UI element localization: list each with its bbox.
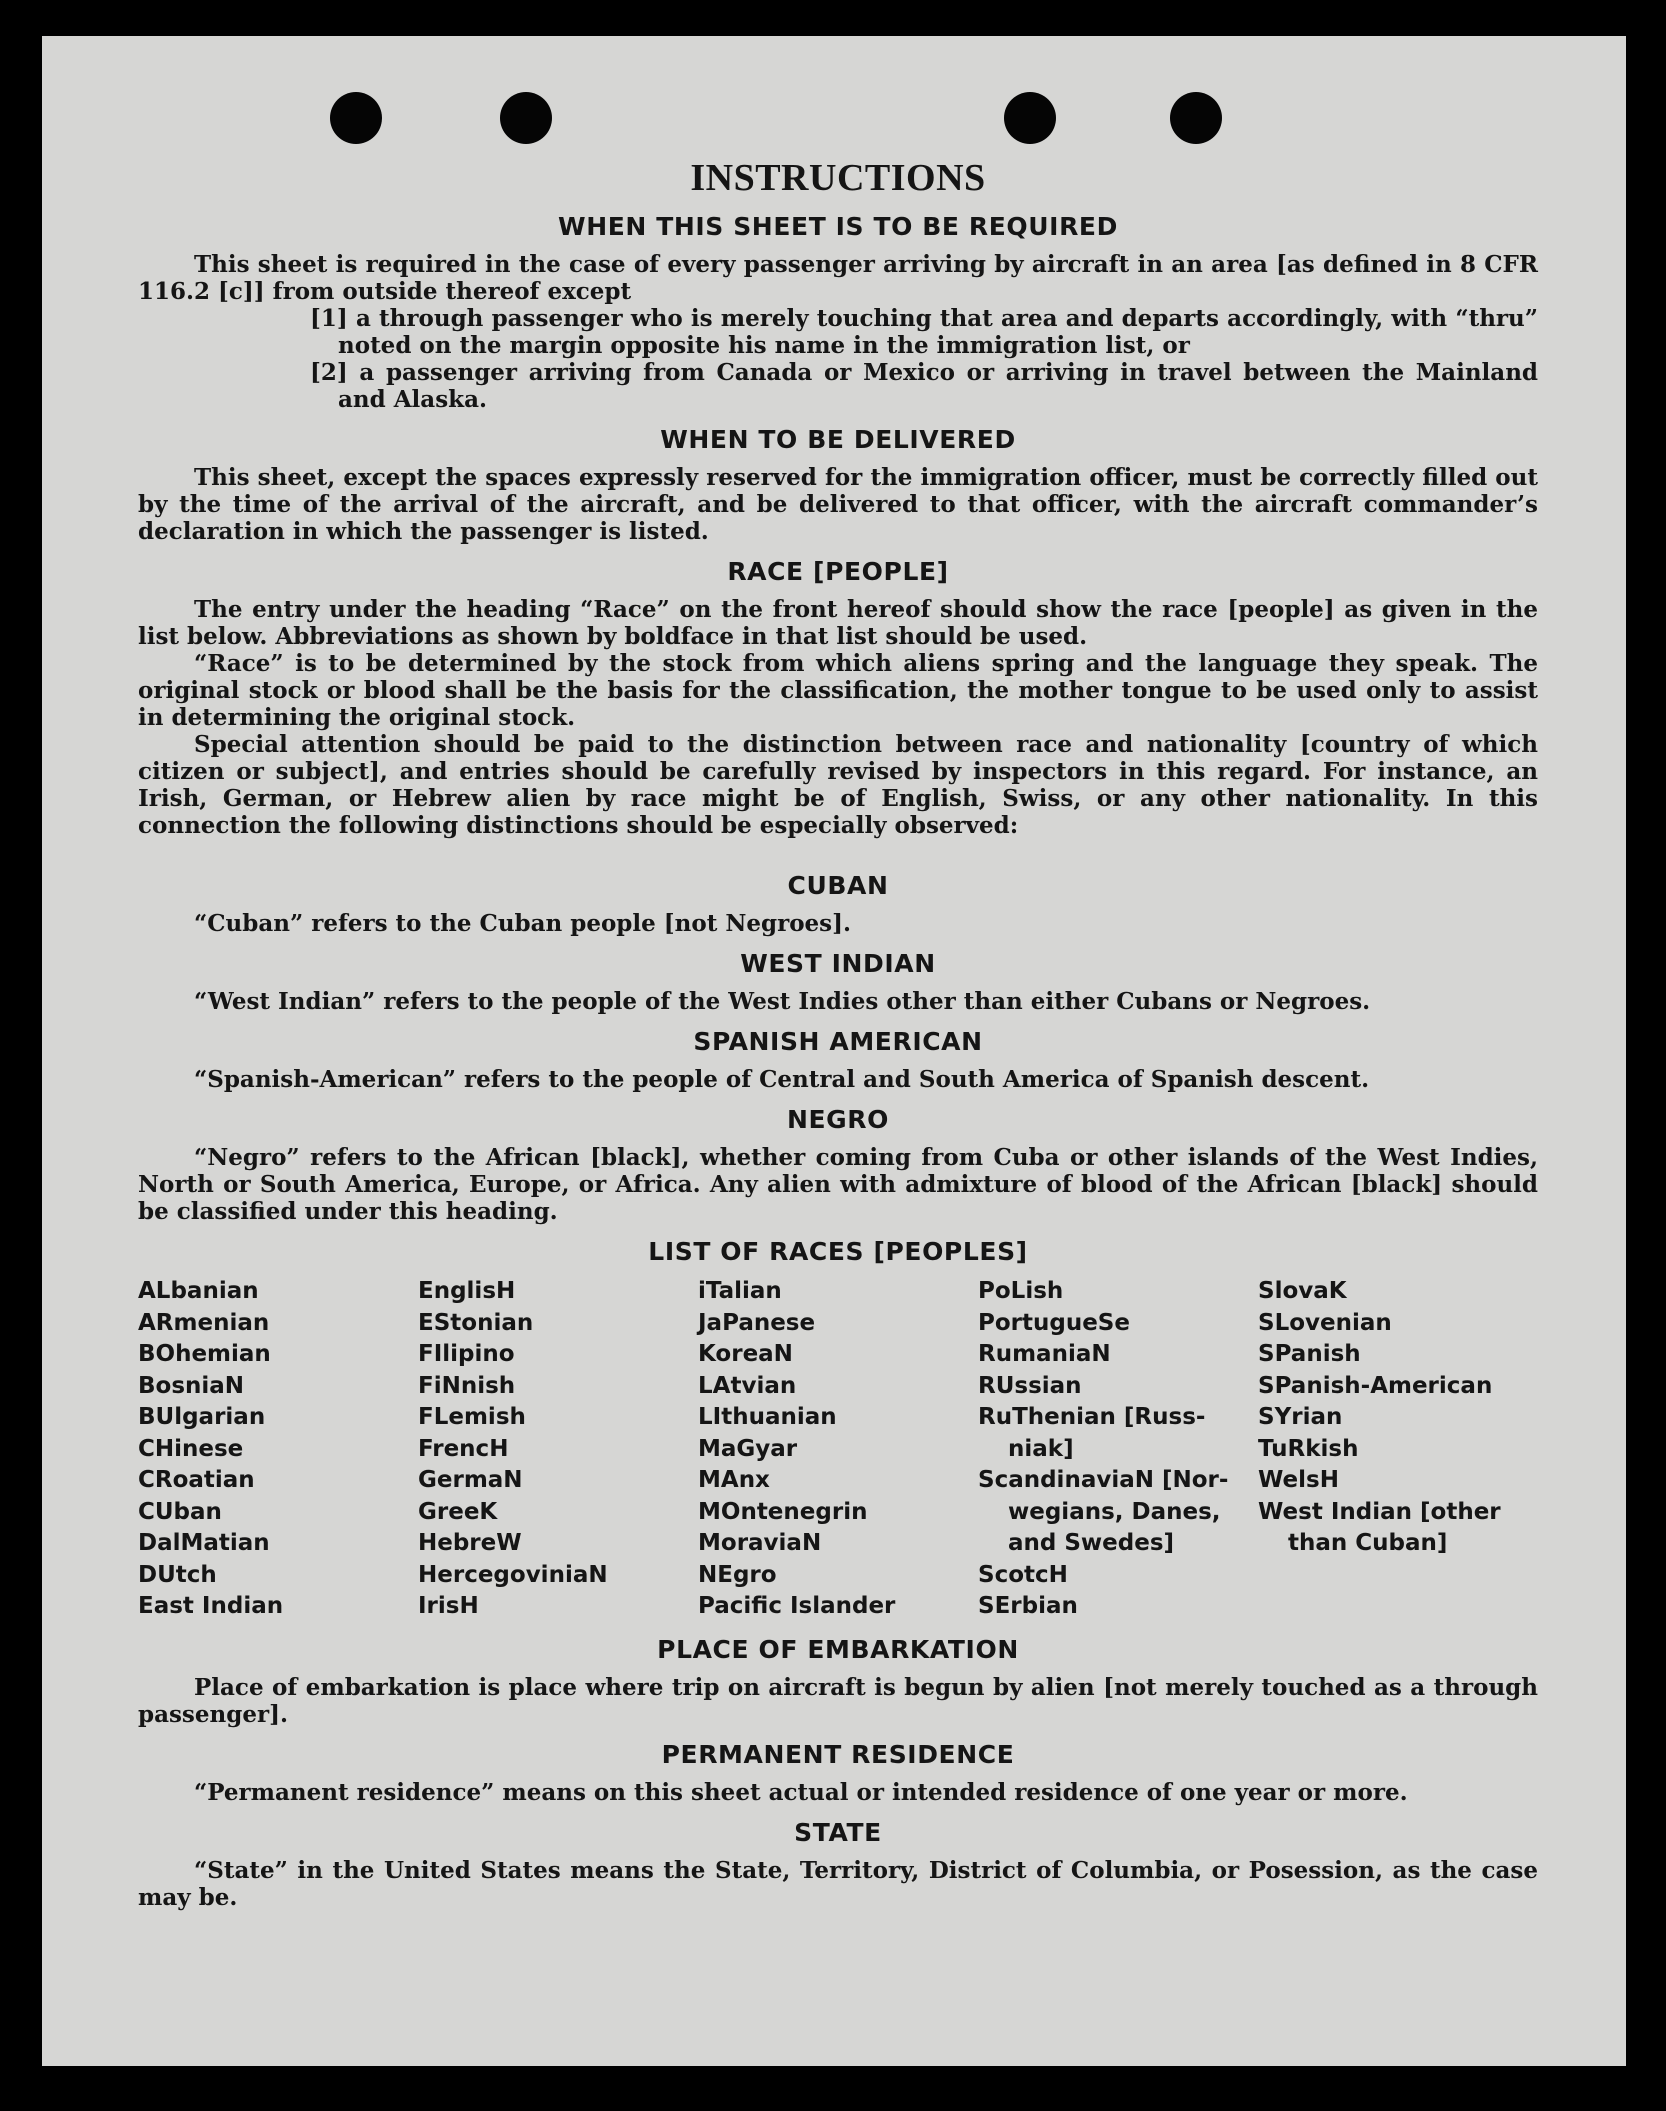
punch-hole bbox=[1170, 92, 1222, 144]
punch-hole bbox=[330, 92, 382, 144]
heading-when-required: WHEN THIS SHEET IS TO BE REQUIRED bbox=[558, 212, 1118, 241]
race-entry: IrisH bbox=[418, 1593, 479, 1619]
race-entry: NEgro bbox=[698, 1561, 777, 1588]
race-column bbox=[138, 1276, 418, 1623]
race-entry: MAnx bbox=[698, 1467, 770, 1493]
race-entry: ScotcH bbox=[978, 1561, 1068, 1588]
permanent-residence-text: “Permanent residence” means on this sheet actual or intended residence of one year or more. bbox=[194, 1778, 1408, 1806]
punch-hole bbox=[1004, 92, 1056, 144]
race-entry: DUtch bbox=[138, 1561, 217, 1588]
race-paragraph-2: “Race” is to be determined by the stock from which aliens spring and the language they speak. The original stock or blood shall be the basis for the classification, the mother tongue to be used only to assist in determining the original stock. bbox=[138, 650, 1538, 731]
when-required-item-1: [1] a through passenger who is merely touching that area and departs accordingly, with “thru” noted on the margin opposite his name in the immigration list, or bbox=[310, 305, 1538, 359]
race-entry: iTalian bbox=[698, 1278, 782, 1304]
negro-text: “Negro” refers to the African [black], whether coming from Cuba or other islands of the West Indies, North or South America, Europe, or Africa. Any alien with admixture of blood of the African [black] should be classified under this heading. bbox=[138, 1144, 1538, 1225]
race-entry: RuThenian [Russ- bbox=[978, 1404, 1206, 1430]
race-entry: Pacific Islander bbox=[698, 1593, 896, 1619]
race-entry: EStonian bbox=[418, 1309, 534, 1336]
heading-when-delivered: WHEN TO BE DELIVERED bbox=[660, 425, 1016, 454]
race-entry: SlovaK bbox=[1258, 1278, 1347, 1304]
heading-embarkation: PLACE OF EMBARKATION bbox=[657, 1634, 1019, 1664]
race-paragraph-1: The entry under the heading “Race” on the front hereof should show the race [people] as given in the list below. Abbreviations as shown by boldface in that list should be used. bbox=[138, 596, 1538, 650]
race-entry: SLovenian bbox=[1258, 1309, 1392, 1336]
race-column bbox=[1258, 1276, 1538, 1623]
race-paragraph-3: Special attention should be paid to the distinction between race and nationality [country of which citizen or subject], and entries should be carefully revised by inspectors in this regard. For instance, an Irish, German, or Hebrew alien by race might be of English, Swiss, or any other nationality. In this connection the following distinctions should be especially observed: bbox=[138, 731, 1538, 839]
race-entry: CUban bbox=[138, 1498, 222, 1525]
race-entry: BosniaN bbox=[138, 1372, 245, 1399]
page-title: INSTRUCTIONS bbox=[690, 157, 986, 199]
when-required-item-2: [2] a passenger arriving from Canada or Mexico or arriving in travel between the Mainland and Alaska. bbox=[310, 359, 1538, 413]
west-indian-text: “West Indian” refers to the people of the West Indies other than either Cubans or Negroes. bbox=[194, 988, 1371, 1015]
race-entry: ScandinaviaN [Nor- bbox=[978, 1467, 1229, 1493]
race-entry-continuation: wegians, Danes, bbox=[1008, 1498, 1221, 1525]
instructions-content bbox=[138, 156, 1538, 1911]
race-entry: ALbanian bbox=[138, 1278, 259, 1304]
race-entry: CHinese bbox=[138, 1435, 244, 1462]
punch-hole bbox=[500, 92, 552, 144]
race-entry: HercegoviniaN bbox=[418, 1561, 608, 1588]
race-entry: West Indian [other bbox=[1258, 1498, 1501, 1525]
race-entry: MaGyar bbox=[698, 1435, 798, 1462]
race-entry: FLemish bbox=[418, 1404, 526, 1430]
race-entry: RUssian bbox=[978, 1372, 1082, 1399]
race-entry: FrencH bbox=[418, 1435, 509, 1462]
race-column bbox=[698, 1276, 978, 1623]
race-entry: ARmenian bbox=[138, 1309, 270, 1336]
race-entry: FIlipino bbox=[418, 1341, 515, 1367]
race-column bbox=[418, 1276, 698, 1623]
race-entry: PoLish bbox=[978, 1278, 1064, 1304]
heading-race: RACE [PEOPLE] bbox=[727, 557, 949, 586]
race-entry-continuation: than Cuban] bbox=[1288, 1530, 1448, 1556]
race-entry-continuation: niak] bbox=[1008, 1435, 1074, 1462]
heading-negro: NEGRO bbox=[786, 1105, 890, 1134]
race-entry: BOhemian bbox=[138, 1341, 271, 1367]
race-entry: MOntenegrin bbox=[698, 1498, 868, 1525]
race-entry: East Indian bbox=[138, 1593, 284, 1619]
race-entry: GreeK bbox=[418, 1498, 498, 1525]
race-entry: SPanish bbox=[1258, 1341, 1361, 1367]
race-entry: KoreaN bbox=[698, 1341, 793, 1367]
race-entry: TuRkish bbox=[1258, 1435, 1359, 1462]
heading-west-indian: WEST INDIAN bbox=[740, 949, 936, 978]
race-entry: DalMatian bbox=[138, 1530, 270, 1556]
race-column bbox=[978, 1276, 1258, 1623]
race-entry: LAtvian bbox=[698, 1372, 797, 1399]
race-entry: RumaniaN bbox=[978, 1341, 1111, 1367]
race-list bbox=[138, 1276, 1538, 1623]
when-required-intro: This sheet is required in the case of every passenger arriving by aircraft in an area [as defined in 8 CFR 116.2 [c]] from outside thereof except bbox=[138, 251, 1538, 305]
when-delivered-text: This sheet, except the spaces expressly reserved for the immigration officer, must be correctly filled out by the time of the arrival of the aircraft, and be delivered to that officer, with the aircraft commander’s declaration in which the passenger is listed. bbox=[138, 464, 1538, 545]
race-entry: SYrian bbox=[1258, 1404, 1343, 1430]
race-entry: EnglisH bbox=[418, 1278, 516, 1304]
race-entry: HebreW bbox=[418, 1530, 522, 1556]
heading-state: STATE bbox=[794, 1817, 882, 1847]
race-entry: BUlgarian bbox=[138, 1404, 266, 1430]
race-entry: CRoatian bbox=[138, 1467, 255, 1493]
cuban-text: “Cuban” refers to the Cuban people [not Negroes]. bbox=[194, 910, 852, 937]
race-entry: PortugueSe bbox=[978, 1309, 1130, 1336]
heading-spanish-american: SPANISH AMERICAN bbox=[693, 1027, 983, 1056]
race-entry: FiNnish bbox=[418, 1372, 516, 1399]
spanish-american-text: “Spanish-American” refers to the people of Central and South America of Spanish descent. bbox=[194, 1066, 1370, 1093]
heading-permanent-residence: PERMANENT RESIDENCE bbox=[661, 1739, 1015, 1769]
race-entry: SPanish-American bbox=[1258, 1372, 1493, 1399]
state-text: “State” in the United States means the State, Territory, District of Columbia, or Posession, as the case may be. bbox=[138, 1856, 1538, 1911]
heading-cuban: CUBAN bbox=[787, 871, 889, 900]
embarkation-text: Place of embarkation is place where trip on aircraft is begun by alien [not merely touched as a through passenger]. bbox=[138, 1673, 1538, 1728]
race-entry: JaPanese bbox=[698, 1309, 816, 1336]
race-entry: LIthuanian bbox=[698, 1404, 837, 1430]
document-sheet bbox=[42, 36, 1626, 2066]
race-entry: SErbian bbox=[978, 1593, 1078, 1619]
heading-list-of-races: LIST OF RACES [PEOPLES] bbox=[648, 1237, 1028, 1266]
race-entry: WelsH bbox=[1258, 1467, 1339, 1493]
race-entry-continuation: and Swedes] bbox=[1008, 1530, 1175, 1556]
race-entry: GermaN bbox=[418, 1467, 523, 1493]
race-entry: MoraviaN bbox=[698, 1530, 822, 1556]
